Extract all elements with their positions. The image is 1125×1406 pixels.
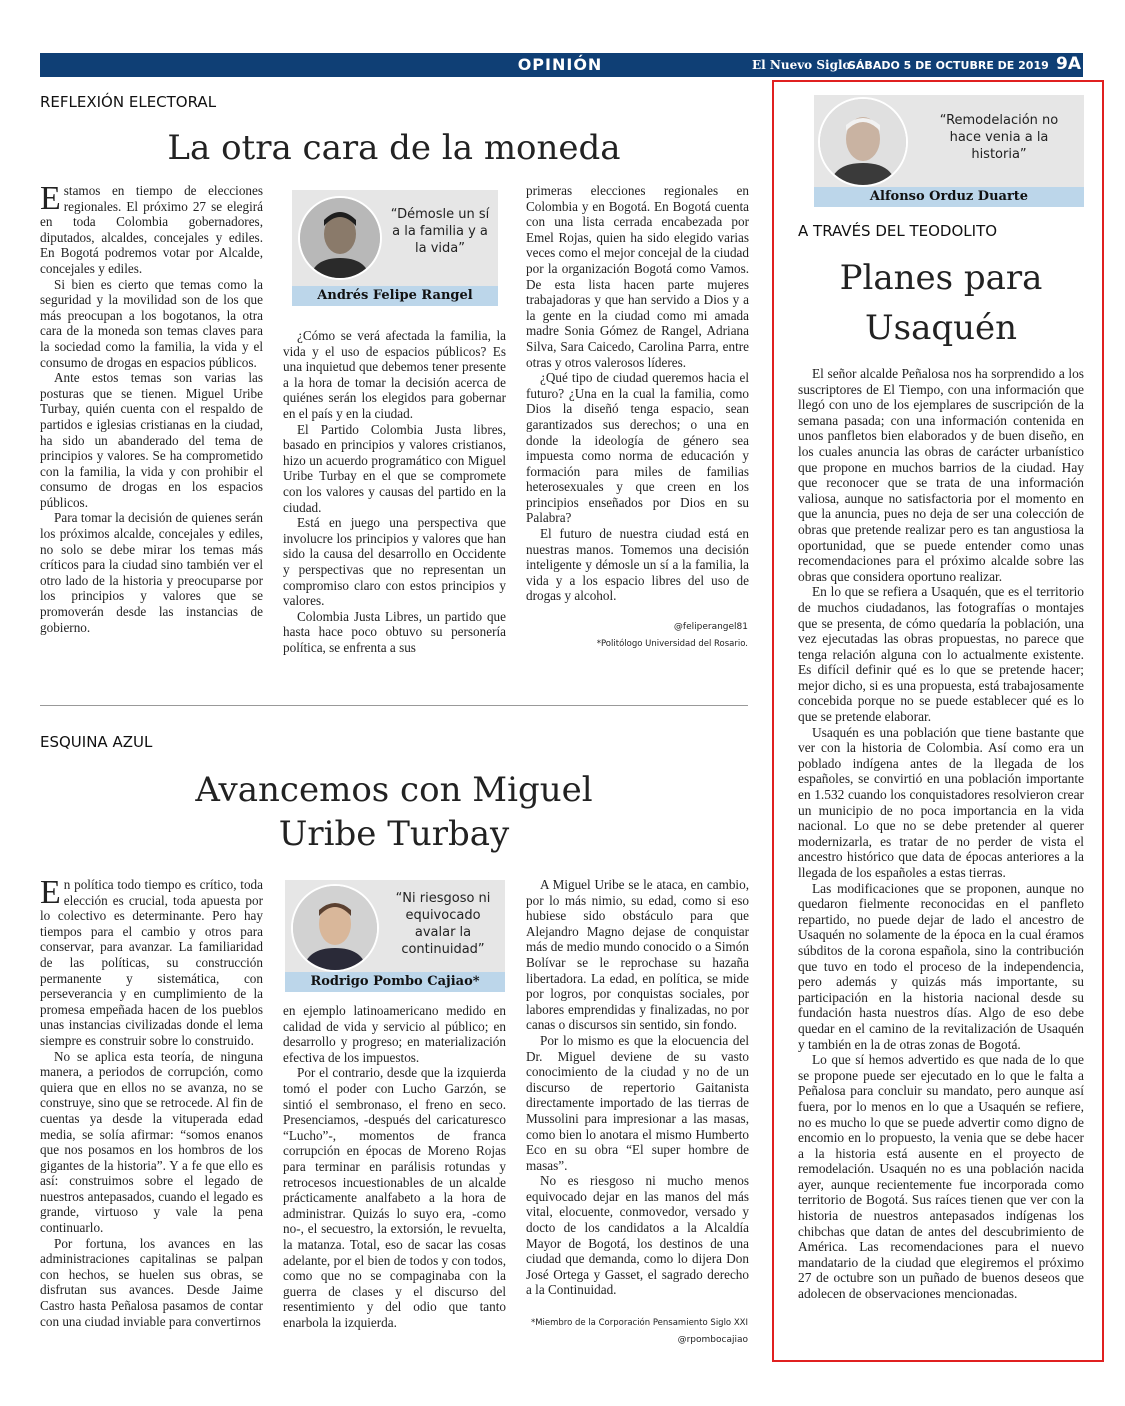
title-line: Uribe Turbay	[278, 814, 510, 854]
paragraph: stamos en tiempo de elecciones regionales. El próximo 27 se elegirá en toda Colombia gobernadores, diputados, alcaldes, concejales y ediles. En Bogotá podremos votar por Alcalde, concejales y ediles.	[40, 183, 263, 276]
author-name: Alfonso Orduz Duarte	[814, 187, 1084, 207]
person-icon	[820, 99, 906, 185]
author-photo	[298, 196, 382, 280]
person-icon	[300, 198, 380, 278]
article1-column-2	[283, 328, 506, 655]
title-line: Avancemos con Miguel	[195, 770, 593, 810]
author-handle: @rpombocajiao	[677, 1335, 748, 1345]
dropcap: E	[40, 874, 61, 911]
author-photo	[818, 97, 908, 187]
article1-column-3	[526, 183, 749, 604]
paragraph: A Miguel Uribe se le ataca, en cambio, por lo más nimio, su edad, como si eso hubiese sido obstáculo para que Alejandro Magno dejase de conquistar más de medio mundo conocido o a Simón Bolívar se le reprochase su hazaña libertadora. La edad, en política, se mide por logros, por conquistas sociales, por labores emprendidas y finalizadas, no por canas o discursos sin sentido, sin fondo.	[526, 877, 749, 1033]
paragraph: en ejemplo latinoamericano medido en calidad de vida y servicio al público; en desarrollo y progreso; en materialización efectiva de los impuestos.	[283, 1003, 506, 1065]
paragraph: Ante estos temas son varias las posturas que se tienen. Miguel Uribe Turbay, quién cuenta con el respaldo de partidos e iglesias cristianas en la ciudad, ha sido un abanderado del tema de principios y valores. Se ha comprometido con la familia, la vida y con prohibir el consumo de drogas en los espacios públicos.	[40, 370, 263, 510]
author-name: Andrés Felipe Rangel	[292, 286, 498, 306]
author-box-orduz	[814, 95, 1084, 187]
paragraph: Por lo mismo es que la elocuencia del Dr. Miguel deviene de su vasto conocimiento de la ciudad y no de un discurso de repertorio Gaitanista directamente importado de las tierras de Mussolini para impresionar a las masas, como bien lo anotara el mismo Humberto Eco en su obra “El super hombre de masas”.	[526, 1032, 749, 1173]
person-icon	[293, 886, 377, 970]
author-name: Rodrigo Pombo Cajiao*	[285, 972, 505, 992]
paragraph: ¿Qué tipo de ciudad queremos hacia el futuro? ¿Una en la cual la familia, como Dios la diseñó tenga espacio, sean garantizados sus derechos; o una en donde la ideología de género sea impuesta como norma de educación y formación para miles de familias heterosexuales y que creen en los principios enseñados por Dios en su Palabra?	[526, 370, 749, 526]
author-quote: “Ni riesgoso ni equivocado avalar la continuidad”	[395, 891, 491, 957]
paragraph: primeras elecciones regionales en Colombia y en Bogotá. En Bogotá cuenta con una lista cerrada encabezada por Emel Rojas, quien ha sido elegido varias veces como el mejor concejal de la ciudad por la organización Bogotá como Vamos. De esta lista hacen parte mujeres trabajadoras y que han servido a Dios y a la gente en la ciudad como mi amada madre Sonia Gómez de Rangel, Adriana Silva, Sara Caicedo, Carolina Parra, entre otras y otros valerosos líderes.	[526, 183, 749, 370]
dropcap: E	[40, 180, 61, 217]
author-bio: *Politólogo Universidad del Rosario.	[596, 639, 748, 649]
paragraph: Por el contrario, desde que la izquierda tomó el poder con Lucho Garzón, se sintió el sembronaso, el freno en seco. Presenciamos, -después del caricaturesco “Lucho”-, momentos de franca corrupción en épocas de Moreno Rojas para terminar en parálisis rotundas y retrocesos incuestionables de un alcalde prácticamente analfabeto a la hora de administrar. Quizás lo suyo era, -como no-, el secuestro, la extorsión, le revuelta, la matanza. Total, eso de sacar las cosas adelante, por el bien de todos y con todos, como que no se compaginaba con la guerra de clases y el discurso del resentimiento y del odio que tanto enarbola la izquierda.	[283, 1065, 506, 1330]
paragraph: El futuro de nuestra ciudad está en nuestras manos. Tomemos una decisión inteligente y démosle un sí a la familia, la vida y a los espacio libres del uso de drogas y alcohol.	[526, 526, 749, 604]
article2-column-3	[526, 877, 749, 1298]
article1-column-1	[40, 180, 263, 635]
paragraph: Colombia Justa Libres, un partido que hasta hace poco obtuvo su personería política, se enfrenta a sus	[283, 608, 506, 655]
paragraph: En lo que se refiera a Usaquén, que es el territorio de muchos ciudadanos, las fotografías o montajes que se presenta, de cómo quedaría la población, una vez ejecutadas las obras propuestas, no parece que tenga relación alguna con lo actualmente existente. Es difícil definir qué es lo que se pretende hacer; mejor dicho, si es una propuesta, está trabajosamente concebida porque no se puede establecer qué es lo que se pretende elaborar.	[798, 584, 1084, 725]
article1-kicker: REFLEXIÓN ELECTORAL	[40, 93, 217, 111]
author-quote: “Remodelación no hace venia a la historia”	[939, 113, 1059, 162]
title-line: Usaquén	[864, 308, 1018, 348]
paragraph: Por fortuna, los avances en las administraciones capitalinas se palpan con hechos, se huelen sus obras, se disfrutan sus avances. Desde Jaime Castro hasta Peñalosa pasamos de contar con una ciudad inviable para convertirnos	[40, 1235, 263, 1329]
article2-column-1	[40, 874, 263, 1329]
paragraph: No es riesgoso ni mucho menos equivocado dejar en las manos del más vital, elocuente, conmovedor, versado y docto de los candidatos a la Alcaldía Mayor de Bogotá, los destinos de una ciudad que demanda, como lo dijera Don José Ortega y Gasset, el sagrado derecho a la Continuidad.	[526, 1173, 749, 1298]
article-divider	[40, 705, 748, 706]
author-box-pombo	[285, 880, 505, 972]
author-photo	[291, 884, 379, 972]
publication-date: SÁBADO 5 DE OCTUBRE DE 2019	[848, 59, 1049, 72]
article2-title	[40, 768, 748, 856]
article3-title	[798, 253, 1084, 353]
page-number: 9A	[1056, 54, 1081, 74]
author-box-rangel	[292, 190, 498, 286]
article3-column	[798, 366, 1084, 1302]
masthead: El Nuevo Siglo	[752, 58, 851, 72]
paragraph: No se aplica esta teoría, de ninguna manera, a periodos de corrupción, como quiera que en ellos no se avanza, no se construye, sino que se retrocede. Al fin de cuentas ya desde la vituperada edad media, se solía afirmar: “somos enanos que nos posamos en los hombros de los gigantes de la historia”. Y a fe que ello es así: construimos sobre el legado de nuestros antepasados, cuando el legado es grande, virtuoso y vale la pena continuarlo.	[40, 1048, 263, 1236]
paragraph: Está en juego una perspectiva que involucre los principios y valores que han sido la causa del desarrollo en Occidente y perspectivas que no representan un compromiso claro con estos principios y valores.	[283, 515, 506, 609]
title-line: Planes para	[839, 258, 1043, 298]
author-handle: @feliperangel81	[673, 622, 748, 632]
paragraph: Si bien es cierto que temas como la seguridad y la movilidad son de los que más preocupan a los bogotanos, la otra cara de la moneda son temas claves para la sociedad como la familia, la vida y el consumo de drogas en espacios públicos.	[40, 276, 263, 370]
paragraph: ¿Cómo se verá afectada la familia, la vida y el uso de espacios públicos? Es una inquietud que debemos tener presente a la hora de tomar la decisión acerca de quiénes serán los elegidos para gobernar en el país y en la ciudad.	[283, 328, 506, 421]
paragraph: Para tomar la decisión de quienes serán los próximos alcalde, concejales y ediles, no solo se debe mirar los temas más críticos para la ciudad sino también ver el otro lado de la historia y preocuparse por los principios y valores que se promoverán desde las instancias de gobierno.	[40, 510, 263, 635]
article3-kicker: A TRAVÉS DEL TEODOLITO	[798, 222, 998, 240]
paragraph: Las modificaciones que se proponen, aunque no quedaron fielmente reconocidas en el panfleto repartido, no puede dejar de lado el ancestro de Usaquén no solamente de la época en la cual éramos súbditos de la corona española, sino la contribución que tuvo en todo el proceso de la independencia, pero además y quizás más importante, su participación en la historia nacional desde su fundación hasta nuestros días. Algo de eso debe quedar en el camino de la revitalización de Usaquén y también en la de otras zonas de Bogotá.	[798, 880, 1084, 1052]
paragraph: Lo que sí hemos advertido es que nada de lo que se propone puede ser ejecutado en lo que le falta a Peñalosa para concluir su mandato, pero aunque así fuera, por lo menos en lo que a Usaquén se refiere, no es mucho lo que se puede advertir como digno de encomio en lo propuesto, la venia que se debe hacer a la historia está ausente en el proyecto de remodelación. Usaquén no es una población nacida ayer, aunque recientemente fue incorporada como territorio de Bogotá. Sus raíces tienen que ver con la historia de nuestros antepasados indígenas los chibchas que datan de antes del descubrimiento de América. Las recomendaciones para el nuevo mandatario de la ciudad que elegiremos el próximo 27 de octubre son un puñado de buenos deseos que adolecen de observaciones mencionadas.	[798, 1052, 1084, 1302]
section-name: OPINIÓN	[517, 55, 603, 74]
article2-kicker: ESQUINA AZUL	[40, 733, 153, 751]
author-bio: *Miembro de la Corporación Pensamiento Siglo XXI	[530, 1318, 748, 1328]
paragraph: Usaquén es una población que tiene bastante que ver con la historia de Colombia. Así como era un poblado indígena antes de la llegada de los españoles, se convirtió en una población importante en 1.532 cuando los conquistadores resolvieron crear un municipio de no poca importancia en la vida nacional. Lo que no se debe pretender al querer modernizarla, es tratar de no perder de vista el ancestro histórico que data de épocas anteriores a la llegada de los españoles a estas tierras.	[798, 724, 1084, 880]
paragraph: El señor alcalde Peñalosa nos ha sorprendido a los suscriptores de El Tiempo, con una información que llegó con uno de los ejemplares de suscripción de la semana pasada; con una información contenida en unos panfletos bien elaborados y de buen diseño, en los cuales anuncia las obras de carácter urbanístico que propone en muchos barrios de la ciudad. Hay que reconocer que se trata de una información valiosa, aunque no satisfactoria por el momento en que la anuncia, pues no deja de ser una colección de obras que pretende realizar pero es tan angustiosa la oportunidad, que se puede entender como unas recomendaciones para el próximo alcalde sobre las obras que considera oportuno realizar.	[798, 366, 1084, 584]
author-quote: “Démosle un sí a la familia y a la vida”	[390, 207, 490, 256]
article1-title: La otra cara de la moneda	[167, 128, 621, 168]
paragraph: n política todo tiempo es crítico, toda elección es crucial, toda apuesta por lo colectivo es determinante. Pero hay tiempos para el cambio y otros para conservar, para avanzar. La familiaridad de las políticas, su construcción permanente y sistemática, con perseverancia y en cumplimiento de la promesa empeñada hacen de los pueblos unas instancias civilizadas donde el lema siempre es construir sobre lo construido.	[40, 877, 263, 1048]
paragraph: El Partido Colombia Justa libres, basado en principios y valores cristianos, hizo un acuerdo programático con Miguel Uribe Turbay en el que se compromete con los valores y causas del partido en la ciudad.	[283, 421, 506, 515]
article2-column-2	[283, 1003, 506, 1330]
